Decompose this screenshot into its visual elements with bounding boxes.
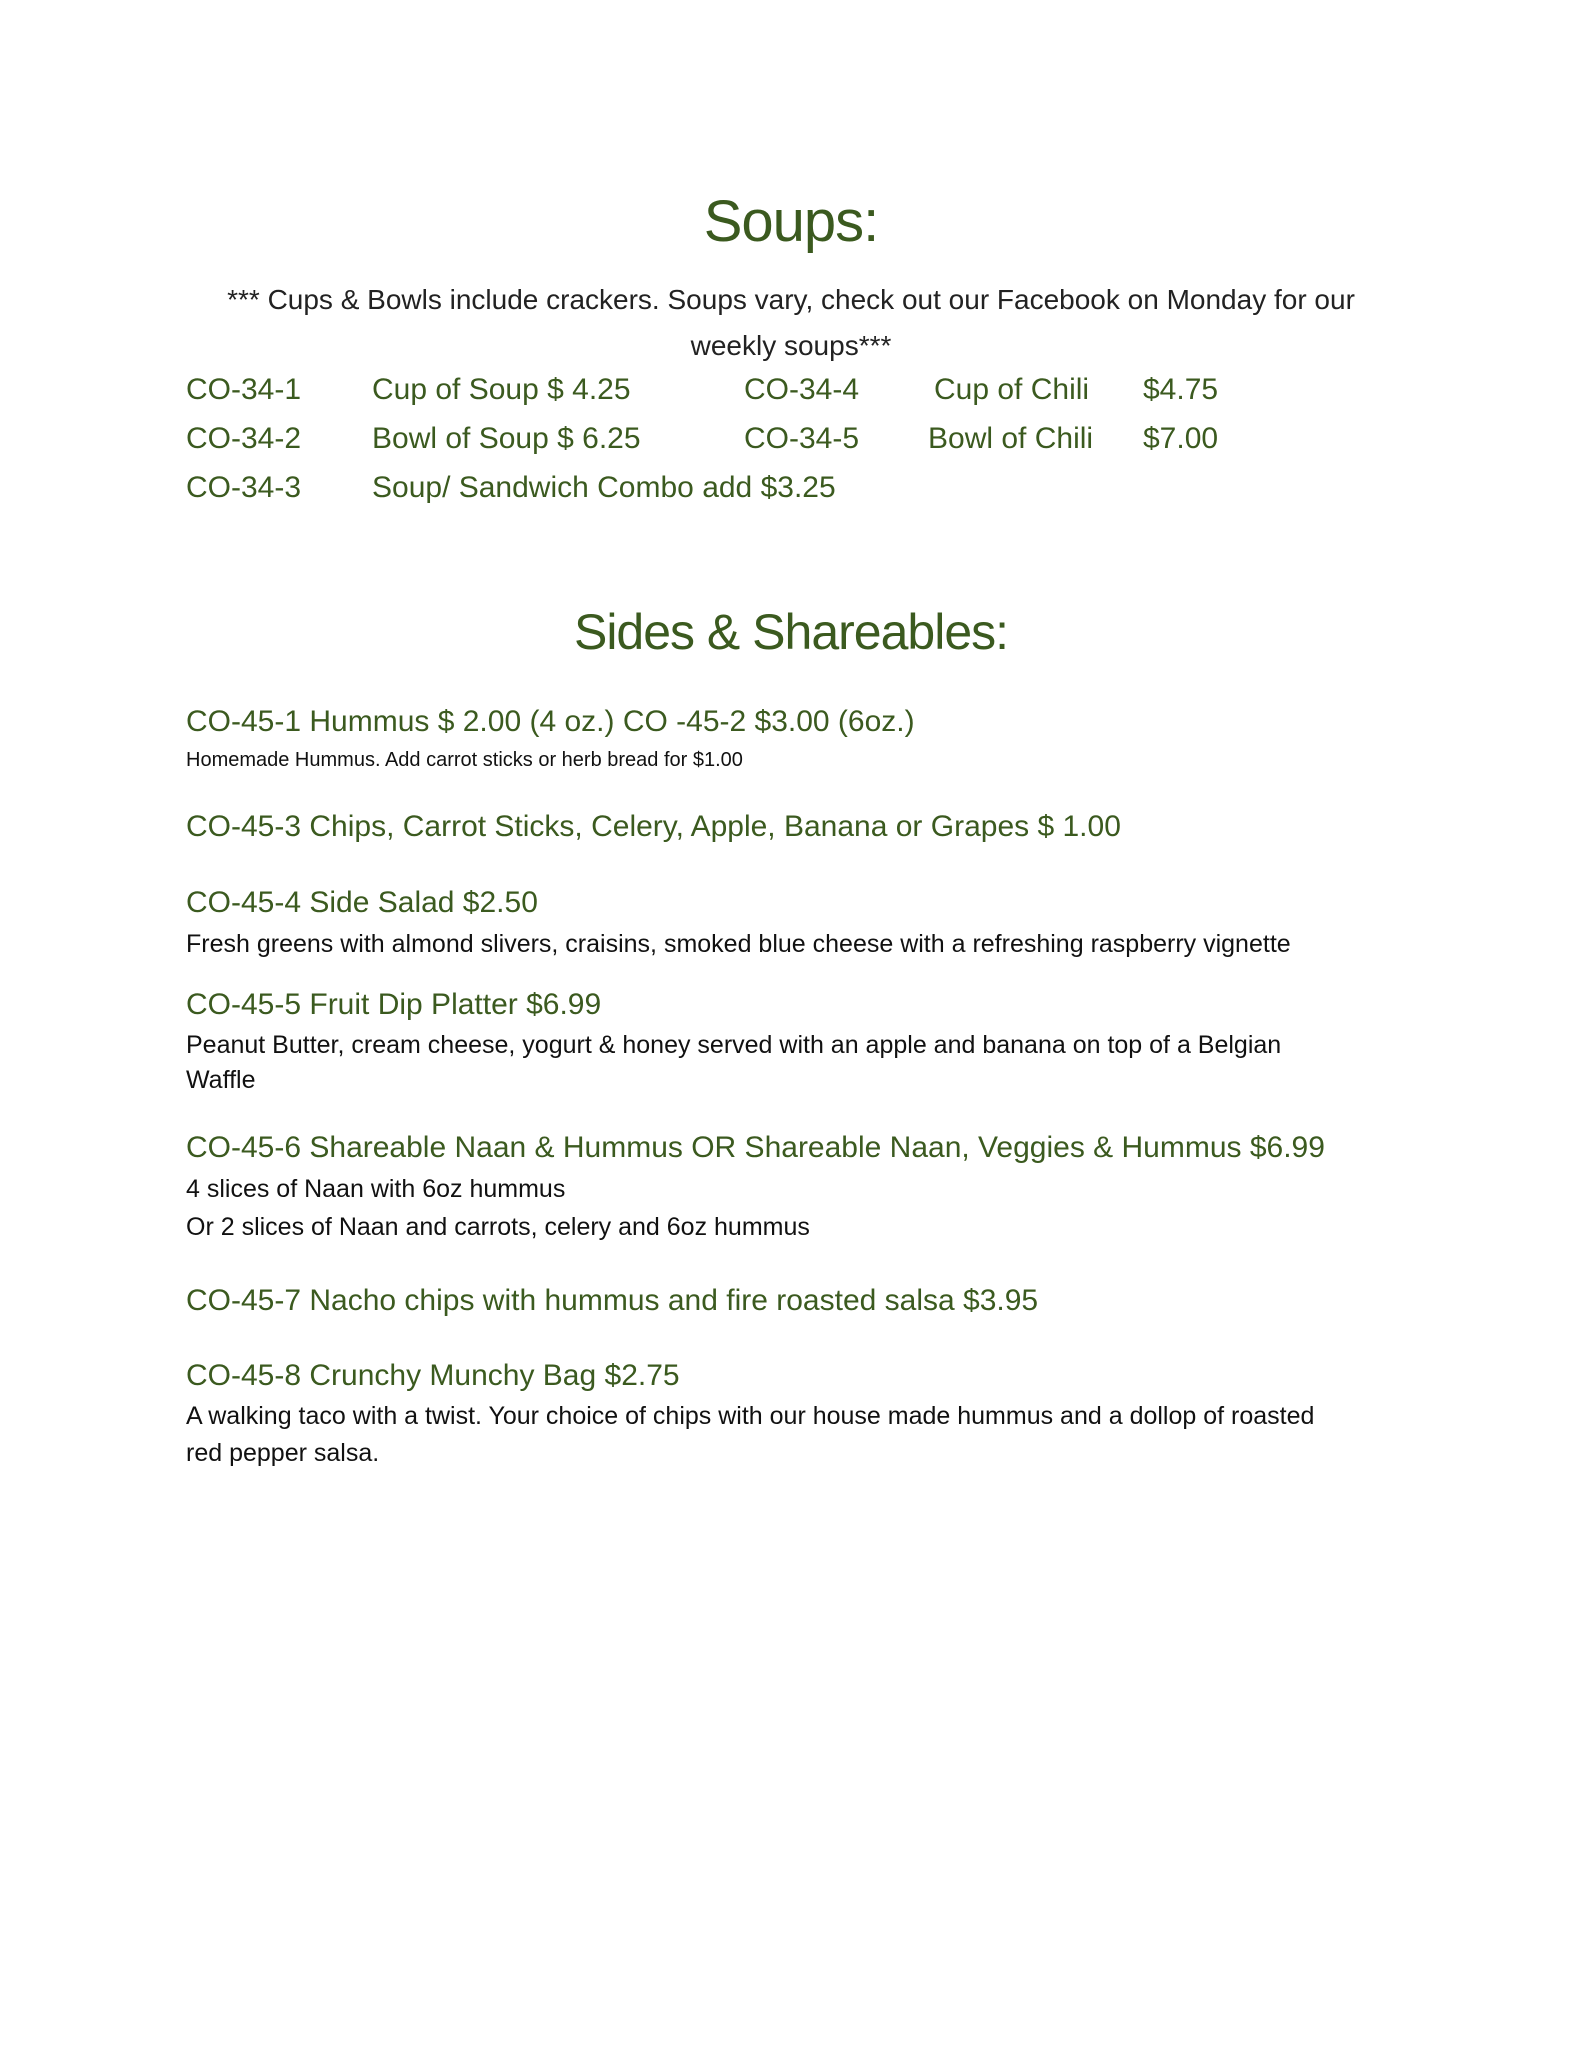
side-item-desc: Fresh greens with almond slivers, craisins, smoked blue cheese with a refreshing raspberry vignette — [186, 930, 1291, 958]
side-item-desc: Peanut Butter, cream cheese, yogurt & honey served with an apple and banana on top of a Belgian — [186, 1031, 1282, 1059]
soups-note-line1: *** Cups & Bowls include crackers. Soups vary, check out our Facebook on Monday for our — [227, 284, 1355, 315]
soup-code: CO-34-3 — [186, 471, 302, 504]
soup-code: CO-34-1 — [186, 373, 302, 406]
sides-heading: Sides & Shareables: — [573, 604, 1009, 660]
side-item-title: CO-45-1 Hummus $ 2.00 (4 oz.) CO -45-2 $3.00 (6oz.) — [186, 705, 915, 738]
soup-code: CO-34-4 — [744, 373, 860, 406]
soup-price: $7.00 — [1143, 422, 1219, 455]
side-item-title: CO-45-4 Side Salad $2.50 — [186, 886, 538, 919]
side-item-title: CO-45-3 Chips, Carrot Sticks, Celery, Apple, Banana or Grapes $ 1.00 — [186, 810, 1121, 843]
soups-heading: Soups: — [703, 189, 879, 254]
side-item-desc: Homemade Hummus. Add carrot sticks or herb bread for $1.00 — [186, 749, 743, 771]
soup-item: Bowl of Soup $ 6.25 — [372, 422, 641, 455]
side-item-title: CO-45-6 Shareable Naan & Hummus OR Shareable Naan, Veggies & Hummus $6.99 — [186, 1131, 1325, 1164]
soup-item: Bowl of Chili — [928, 422, 1094, 455]
soup-item: Cup of Chili — [934, 373, 1090, 406]
side-item-title: CO-45-8 Crunchy Munchy Bag $2.75 — [186, 1359, 680, 1392]
soup-price: $4.75 — [1143, 373, 1219, 406]
side-item-title: CO-45-5 Fruit Dip Platter $6.99 — [186, 988, 602, 1021]
soup-code: CO-34-2 — [186, 422, 302, 455]
side-item-desc: red pepper salsa. — [186, 1439, 380, 1467]
side-item-desc: Waffle — [186, 1066, 256, 1094]
soup-item: Soup/ Sandwich Combo add $3.25 — [372, 471, 836, 504]
side-item-desc: 4 slices of Naan with 6oz hummus — [186, 1175, 566, 1203]
soup-item: Cup of Soup $ 4.25 — [372, 373, 631, 406]
side-item-desc: A walking taco with a twist. Your choice of chips with our house made hummus and a dollop of roasted — [186, 1402, 1315, 1430]
side-item-title: CO-45-7 Nacho chips with hummus and fire roasted salsa $3.95 — [186, 1284, 1039, 1317]
soup-code: CO-34-5 — [744, 422, 860, 455]
side-item-desc: Or 2 slices of Naan and carrots, celery and 6oz hummus — [186, 1213, 810, 1241]
soups-note-line2: weekly soups*** — [690, 330, 892, 361]
